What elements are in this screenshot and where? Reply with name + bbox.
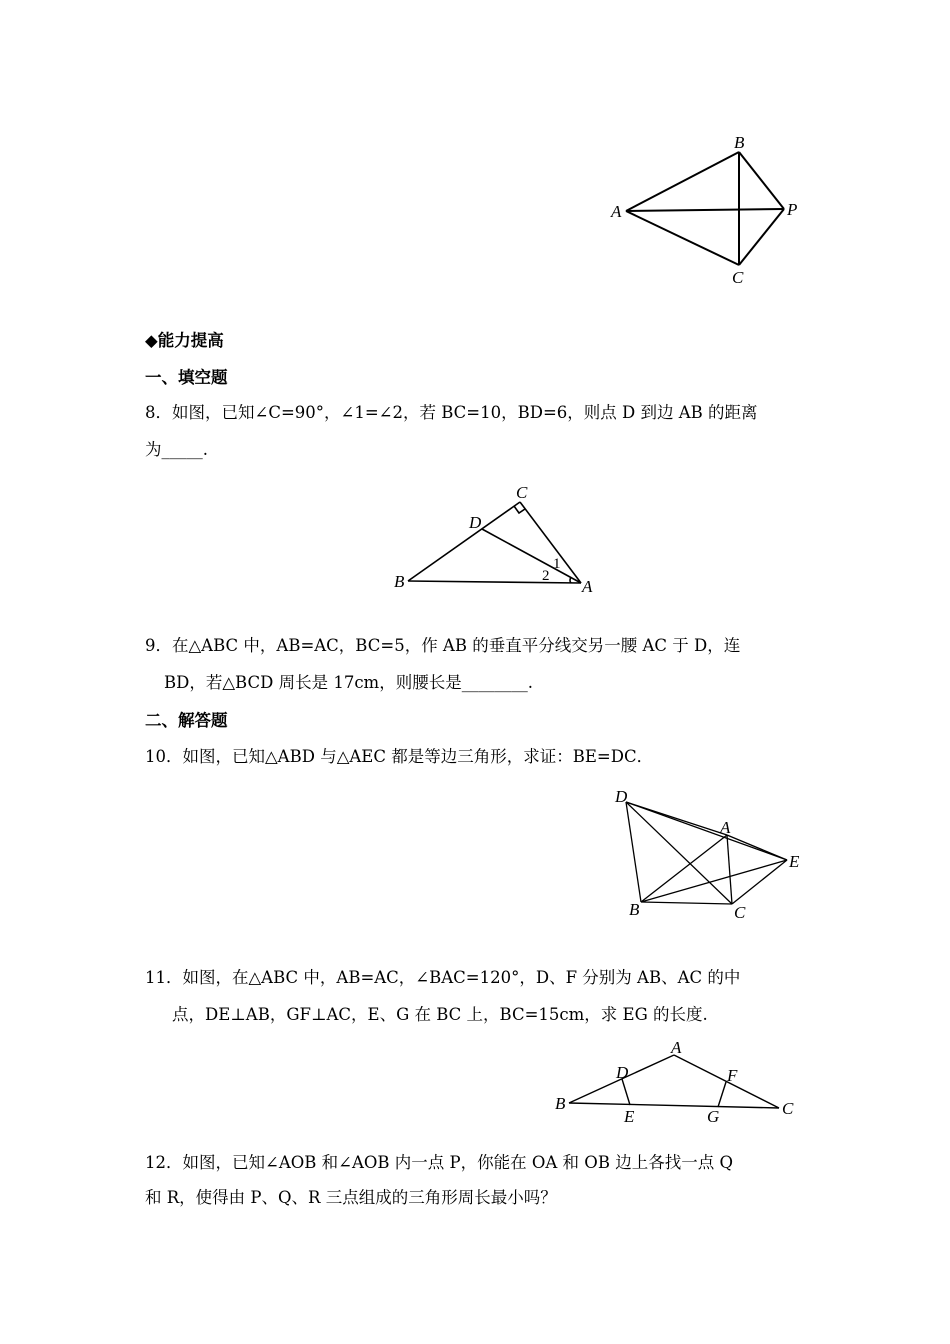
- q8-line1: 8．如图，已知∠C=90°，∠1=∠2，若 BC=10，BD=6，则点 D 到边 AB 的距离: [145, 403, 758, 422]
- section-title: ◆能力提高: [145, 331, 224, 350]
- label-A: A: [671, 1038, 682, 1057]
- figure-q8-svg: [385, 480, 615, 605]
- figure-q10-svg: [600, 785, 820, 930]
- label-D: D: [616, 1063, 629, 1082]
- label-B: B: [555, 1094, 566, 1113]
- label-A: A: [720, 818, 731, 837]
- segment-AE: [727, 835, 787, 860]
- segment-AC: [626, 211, 739, 265]
- figure-q10-triangles: [600, 785, 820, 930]
- segment-DB: [626, 802, 641, 902]
- angle-arc: [570, 577, 571, 583]
- segment-CP: [739, 209, 784, 265]
- segment-FG: [718, 1082, 726, 1107]
- segment-BC: [408, 502, 520, 581]
- label-F: F: [727, 1066, 738, 1085]
- q12-line1: 12．如图，已知∠AOB 和∠AOB 内一点 P，你能在 OA 和 OB 边上各找一点 Q: [145, 1153, 733, 1172]
- label-angle1: 1: [553, 556, 561, 572]
- q11-line2: 点，DE⊥AB，GF⊥AC，E、G 在 BC 上，BC=15cm，求 EG 的长度.: [172, 1005, 708, 1024]
- q12-line2: 和 R，使得由 P、Q、R 三点组成的三角形周长最小吗？: [145, 1188, 557, 1207]
- segment-BC: [569, 1103, 779, 1108]
- label-G: G: [707, 1107, 720, 1126]
- label-C: C: [734, 903, 746, 922]
- label-E: E: [624, 1107, 635, 1126]
- label-angle2: 2: [542, 568, 550, 584]
- segment-BC: [641, 902, 732, 904]
- segment-AP: [626, 209, 784, 211]
- figure-q8-triangle: [385, 480, 615, 605]
- figure-q11-triangle: [545, 1035, 805, 1130]
- segment-CA: [520, 502, 581, 583]
- q9-line2: BD，若△BCD 周长是 17cm，则腰长是________.: [164, 673, 533, 692]
- label-B: B: [394, 572, 405, 591]
- label-A: A: [582, 577, 593, 596]
- segment-CE: [732, 860, 787, 904]
- label-P: P: [787, 200, 798, 219]
- label-C: C: [782, 1099, 794, 1118]
- label-B: B: [734, 133, 745, 152]
- segment-AC: [727, 835, 732, 904]
- segment-AB: [626, 152, 739, 211]
- q11-line1: 11．如图，在△ABC 中，AB=AC，∠BAC=120°，D、F 分别为 AB、AC 的中: [145, 968, 741, 987]
- figure-top-quadrilateral: [600, 125, 820, 295]
- label-B: B: [629, 900, 640, 919]
- q9-line1: 9．在△ABC 中，AB=AC，BC=5，作 AB 的垂直平分线交另一腰 AC 于 D，连: [145, 636, 741, 655]
- q8-line2: 为_____.: [145, 440, 208, 459]
- segment-BA: [408, 581, 581, 583]
- part2-heading: 二、解答题: [145, 711, 228, 730]
- label-C: C: [516, 483, 528, 502]
- label-D: D: [469, 513, 482, 532]
- part1-heading: 一、填空题: [145, 368, 228, 387]
- label-A: A: [611, 202, 622, 221]
- label-D: D: [615, 787, 628, 806]
- figure-top-svg: [600, 125, 820, 295]
- q10-line1: 10．如图，已知△ABD 与△AEC 都是等边三角形，求证：BE=DC．: [145, 747, 654, 766]
- segment-AB: [641, 835, 727, 902]
- label-E: E: [789, 852, 800, 871]
- figure-q11-svg: [545, 1035, 805, 1130]
- segment-BP: [739, 152, 784, 209]
- segment-DA: [482, 529, 581, 583]
- segment-BE: [641, 860, 787, 902]
- segment-DC: [626, 802, 732, 904]
- segment-DE: [622, 1079, 630, 1105]
- label-C: C: [732, 268, 744, 287]
